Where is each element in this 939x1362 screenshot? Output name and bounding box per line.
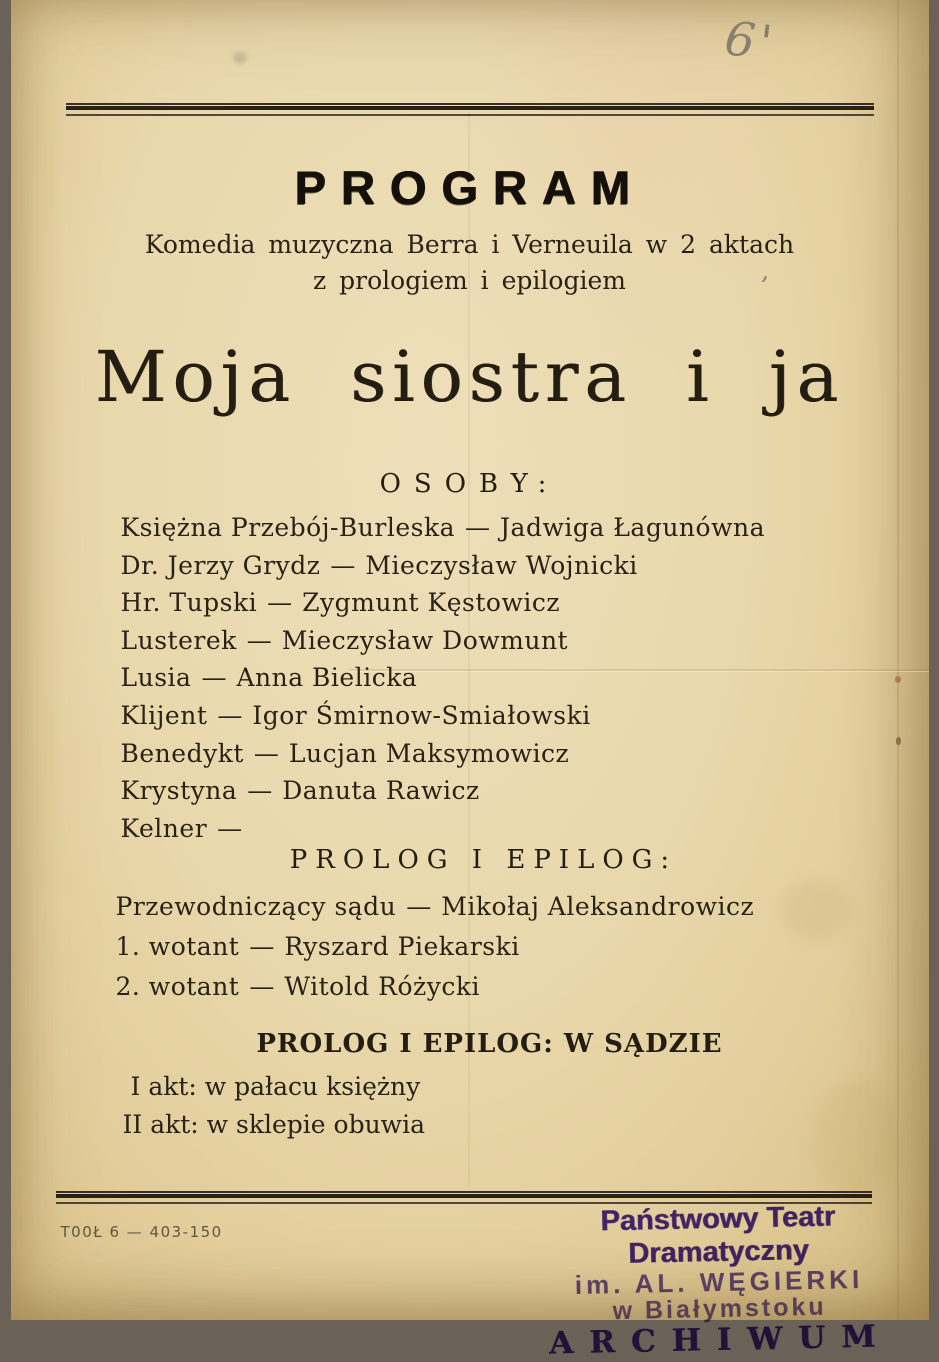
cast-heading: OSOBY: [11,469,929,499]
cast-entry [121,626,766,664]
act-two-setting: II akt: w sklepie obuwia [123,1110,425,1139]
role-name: Lusia [121,663,192,692]
stamp-theatre-name: Państwowy Teatr Dramatyczny [507,1199,928,1274]
act-one-setting: I akt: w pałacu księżny [131,1072,421,1101]
dash-separator: — [465,513,490,542]
dash-separator: — [217,814,242,843]
cast-entry [116,972,755,1012]
prolog-heading: PROLOG I EPILOG: [11,845,939,875]
stamp-city-name: w Białymstoku [509,1292,929,1327]
stamp-archive-label: ARCHIWUM [509,1319,930,1362]
role-name: Hr. Tupski [121,588,258,617]
paper-stain [896,737,901,745]
printer-code: T00Ł 6 — 403-150 [61,1223,223,1241]
role-name: Przewodniczący sądu [116,892,397,921]
cast-entry [121,739,766,777]
actor-name: Mieczysław Wojnicki [365,551,637,580]
paper-stain [811,1080,901,1200]
subtitle-line-1: Komedia muzyczna Berra i Verneuila w 2 aktach [11,230,929,259]
paper-stain [781,880,851,940]
cast-entry [116,892,755,932]
dash-separator: — [330,551,355,580]
cast-entry [121,701,766,739]
role-name: Dr. Jerzy Grydz [121,551,321,580]
cast-entry [121,513,766,551]
role-name: Księżna Przebój-Burleska [121,513,456,542]
actor-name: Mikołaj Aleksandrowicz [441,892,754,921]
role-name: 1. wotant [116,932,240,961]
cast-list [121,513,766,851]
program-page [11,0,929,1320]
scene-setting-heading: PROLOG I EPILOG: W SĄDZIE [11,1029,929,1059]
program-heading: PROGRAM [11,160,929,215]
role-name: Klijent [121,701,208,730]
dash-separator: — [247,626,272,655]
dash-separator: — [201,663,226,692]
pencil-tick-mark: ’ [756,272,769,303]
actor-name: Jadwiga Łagunówna [500,513,765,542]
actor-name: Danuta Rawicz [282,776,479,805]
dash-separator: — [249,932,274,961]
actor-name: Ryszard Piekarski [284,932,519,961]
play-title: Moja siostra i ja [11,336,929,418]
prolog-cast-list [116,892,755,1012]
actor-name: Zygmunt Kęstowicz [302,588,560,617]
dash-separator: — [249,972,274,1001]
cast-entry [121,551,766,589]
role-name: Krystyna [121,776,238,805]
actor-name: Igor Śmirnow-Smiałowski [252,701,590,730]
stamp-patron-name: im. AL. WĘGIERKI [508,1265,928,1301]
role-name: Kelner [121,814,208,843]
paper-smudge [233,52,247,64]
subtitle-line-2: z prologiem i epilogiem [11,266,929,295]
cast-entry [121,663,766,701]
dash-separator: — [406,892,431,921]
archive-stamp [507,1199,930,1362]
dash-separator: — [217,701,242,730]
dash-separator: — [247,776,272,805]
cast-entry [121,776,766,814]
top-rule [66,103,874,116]
cast-entry [121,588,766,626]
role-name: 2. wotant [116,972,240,1001]
handwritten-number: 6' [721,11,778,72]
dash-separator: — [254,739,279,768]
actor-name: Mieczysław Dowmunt [282,626,568,655]
dash-separator: — [267,588,292,617]
actor-name: Lucjan Maksymowicz [289,739,569,768]
role-name: Benedykt [121,739,244,768]
actor-name: Anna Bielicka [236,663,417,692]
actor-name: Witold Różycki [284,972,480,1001]
role-name: Lusterek [121,626,237,655]
paper-stain [895,676,901,683]
cast-entry [116,932,755,972]
